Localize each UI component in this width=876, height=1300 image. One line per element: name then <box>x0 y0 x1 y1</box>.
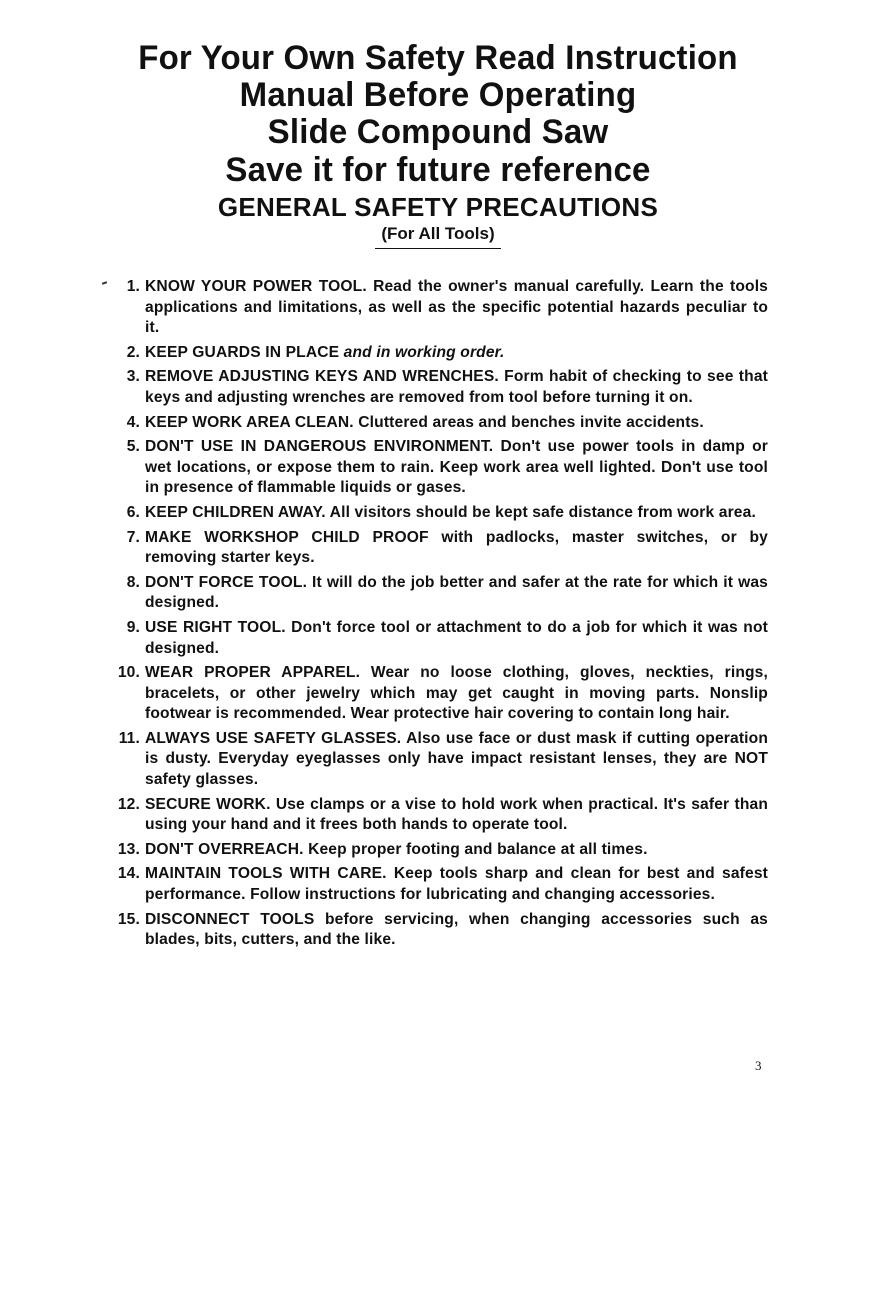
item-text: with padlocks, master switches, or by removing starter keys. <box>145 528 768 567</box>
item-lead: USE RIGHT TOOL. <box>145 618 286 636</box>
title-line-2: Manual Before Operating <box>239 76 637 114</box>
item-number: 2. <box>126 343 140 361</box>
item-lead: REMOVE ADJUSTING KEYS AND WRENCHES. <box>145 368 499 386</box>
title-line-3: Slide Compound Saw <box>267 113 609 151</box>
list-item <box>108 663 768 725</box>
title-block <box>0 40 876 249</box>
item-text: Don't force tool or attachment to do a job for which it was not designed. <box>145 618 768 657</box>
item-number: 4. <box>126 413 140 431</box>
item-text: Read the owner's manual carefully. Learn the tools applications and limitations, as well as the specific potential hazards peculiar to it. <box>145 278 768 337</box>
item-lead: WEAR PROPER APPAREL. <box>145 664 361 682</box>
item-number: 14. <box>117 865 140 883</box>
list-item <box>108 277 768 339</box>
item-lead: KEEP GUARDS IN PLACE <box>145 343 340 361</box>
item-text: before servicing, when changing accessories such as blades, bits, cutters, and the like. <box>145 910 768 949</box>
item-lead: MAKE WORKSHOP CHILD PROOF <box>145 528 429 546</box>
item-text: It will do the job better and safer at the rate for which it was designed. <box>145 573 769 612</box>
item-number: 9. <box>126 618 140 636</box>
list-item <box>108 343 768 364</box>
list-item <box>108 840 768 861</box>
item-lead: ALWAYS USE SAFETY GLASSES. <box>145 729 402 747</box>
item-lead: DON'T USE IN DANGEROUS ENVIRONMENT. <box>145 438 494 456</box>
page-number: 3 <box>755 1058 762 1073</box>
item-text: Keep tools sharp and clean for best and safest performance. Follow instructions for lubricating and changing accessories. <box>145 865 768 904</box>
scan-mark <box>102 281 107 285</box>
item-lead: KNOW YOUR POWER TOOL. <box>145 278 367 295</box>
item-lead: DISCONNECT TOOLS <box>145 910 315 928</box>
section-heading: GENERAL SAFETY PRECAUTIONS <box>217 192 659 222</box>
list-item <box>108 413 768 434</box>
list-item <box>108 367 768 408</box>
item-number: 11. <box>118 729 140 747</box>
section-subheading: (For All Tools) <box>375 223 500 249</box>
item-number: 1. <box>126 278 140 295</box>
list-item <box>108 910 768 951</box>
list-item <box>108 864 768 905</box>
item-text: Use clamps or a vise to hold work when practical. It's safer than using your hand and it frees both hands to operate tool. <box>145 795 768 834</box>
item-text: Cluttered areas and benches invite accidents. <box>353 413 704 431</box>
item-number: 15. <box>117 910 140 928</box>
item-lead: SECURE WORK. <box>145 795 271 813</box>
item-number: 13. <box>117 840 140 858</box>
list-item <box>108 528 768 569</box>
item-text: Wear no loose clothing, gloves, neckties, rings, bracelets, or other jewelry which may get caught in moving parts. Nonslip footwear is recommended. Wear protective hair covering to contain long hair. <box>145 664 768 723</box>
item-text: All visitors should be kept safe distance from work area. <box>325 503 756 521</box>
item-text: Don't use power tools in damp or wet locations, or expose them to rain. Keep work area well lighted. Don't use tool in presence of flammable liquids or gases. <box>145 438 768 497</box>
item-lead: DON'T OVERREACH. <box>145 840 304 858</box>
list-item <box>108 437 768 499</box>
item-number: 10. <box>117 664 140 682</box>
item-text: and in working order. <box>339 343 505 361</box>
list-item <box>108 795 768 836</box>
item-number: 7. <box>126 528 140 546</box>
item-number: 3. <box>126 368 140 386</box>
item-text: Also use face or dust mask if cutting operation is dusty. Everyday eyeglasses only have impact resistant lenses, they are NOT safety glasses. <box>145 729 768 789</box>
list-item <box>108 729 768 791</box>
title-line-4: Save it for future reference <box>225 151 651 189</box>
item-text: Keep proper footing and balance at all times. <box>303 840 648 858</box>
item-number: 8. <box>126 573 140 591</box>
item-text: Form habit of checking to see that keys and adjusting wrenches are removed from tool before turning it on. <box>145 368 768 406</box>
item-number: 5. <box>126 438 140 456</box>
title-line-1: For Your Own Safety Read Instruction <box>138 39 738 77</box>
safety-list <box>108 277 768 955</box>
item-lead: KEEP CHILDREN AWAY. <box>145 503 326 521</box>
item-lead: MAINTAIN TOOLS WITH CARE. <box>145 865 387 883</box>
list-item <box>108 618 768 659</box>
list-item <box>108 573 768 614</box>
item-lead: KEEP WORK AREA CLEAN. <box>145 413 354 431</box>
item-number: 12. <box>117 795 140 813</box>
item-number: 6. <box>126 503 140 521</box>
item-lead: DON'T FORCE TOOL. <box>145 573 308 591</box>
list-item <box>108 503 768 524</box>
